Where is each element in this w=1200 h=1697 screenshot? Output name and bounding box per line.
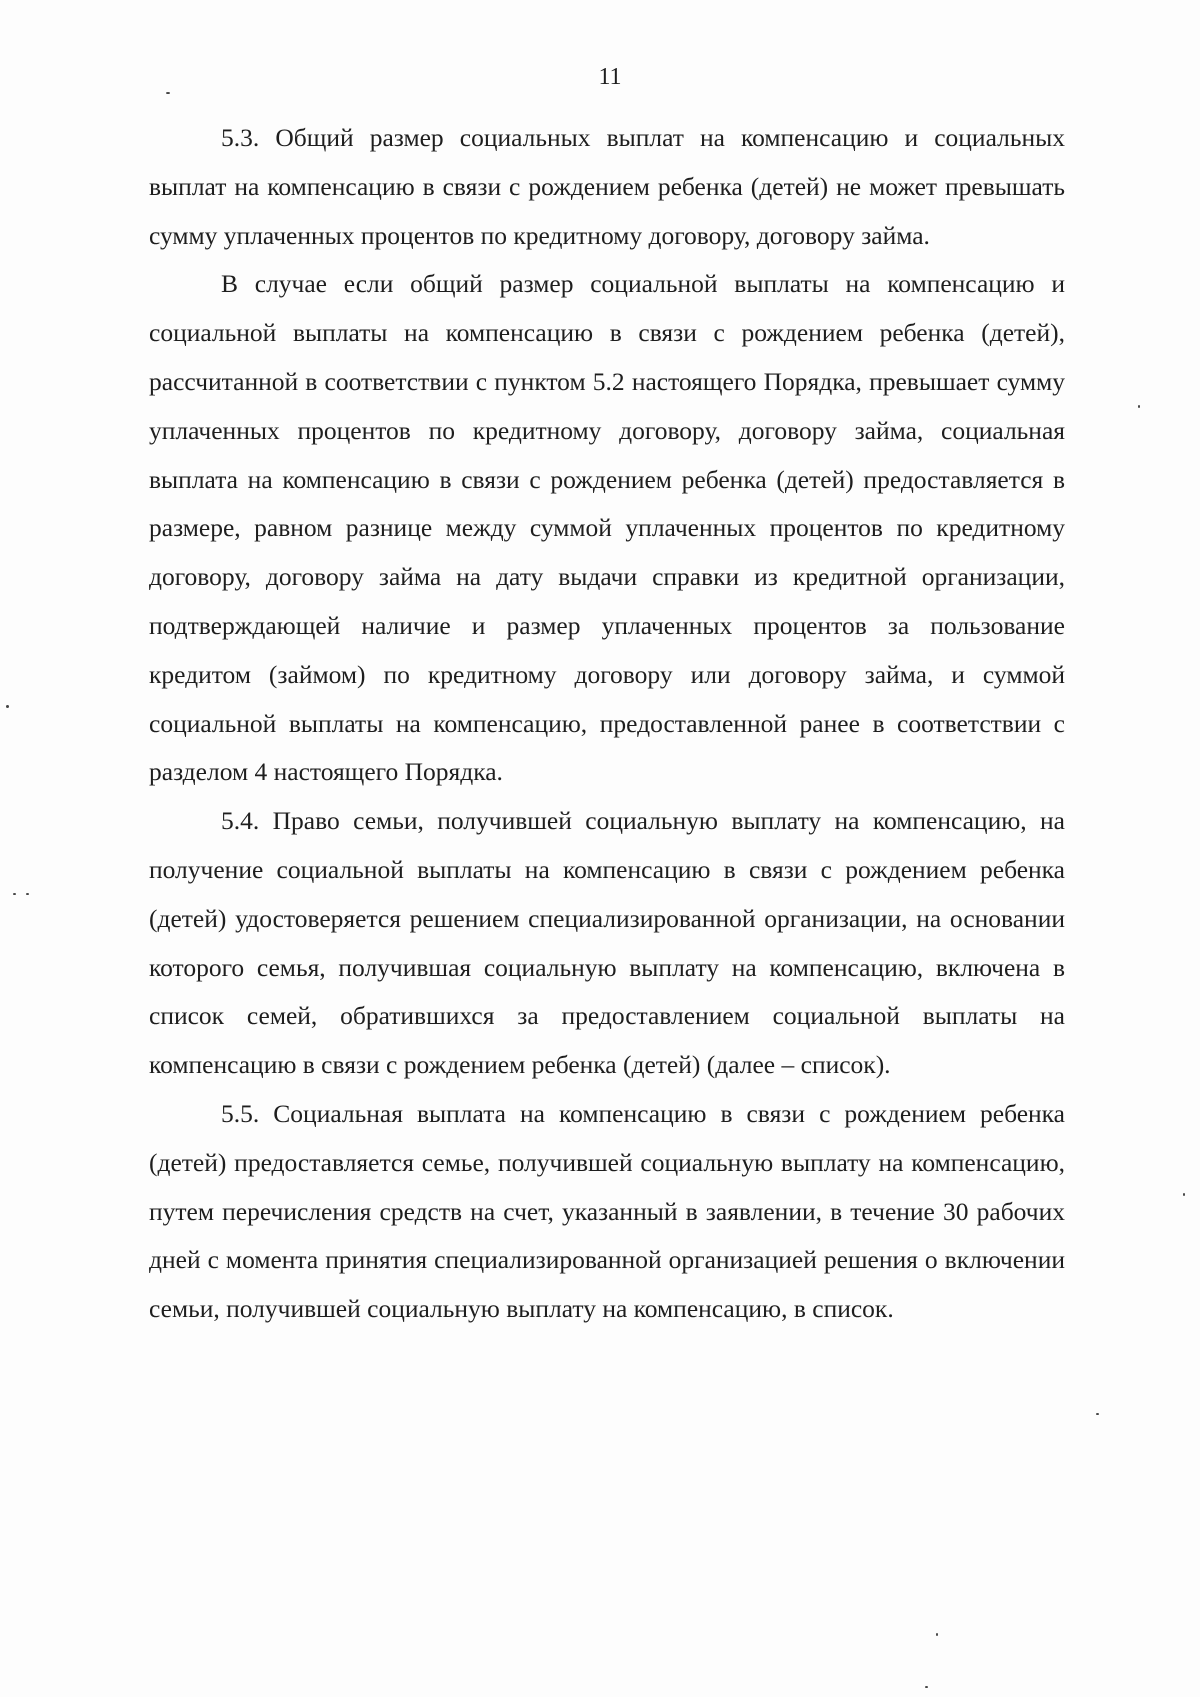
paragraph-5-3: 5.3. Общий размер социальных выплат на компенсацию и социальных выплат на компенсацию в связи с рождением ребенка (детей) не может превышать сумму уплаченных процентов по кредитному договору, договору займа. — [149, 123, 1065, 250]
paragraph-5-5: 5.5. Социальная выплата на компенсацию в связи с рождением ребенка (детей) предоставляется семье, получившей социальную выплату на компенсацию, путем перечисления средств на счет, указанный в заявлении, в течение 30 рабочих дней с момента принятия специализированной организацией решения о включении семьи, получившей социальную выплату на компенсацию, в список. — [149, 1098, 1065, 1324]
scan-speck — [166, 92, 170, 94]
paragraph-excess-case: В случае если общий размер социальной выплаты на компенсацию и социальной выплаты на компенсацию в связи с рождением ребенка (детей), рассчитанной в соответствии с пунктом 5.2 настоящего Порядка, превышает сумму уплаченных процентов по кредитному договору, договору займа, социальная выплата на компенсацию в связи с рождением ребенка (детей) предоставляется в размере, равном разнице между суммой уплаченных процентов по кредитному договору, договору займа на дату выдачи справки из кредитной организации, подтверждающей наличие и размер уплаченных процентов за пользование кредитом (займом) по кредитному договору или договору займа, и суммой социальной выплаты на компенсацию, предоставленной ранее в соответствии с разделом 4 настоящего Порядка. — [149, 269, 1065, 787]
scan-speck — [13, 893, 16, 895]
scan-speck — [1138, 405, 1140, 408]
document-body — [149, 114, 1065, 1334]
scan-speck — [925, 1686, 928, 1688]
paragraph-5-4: 5.4. Право семьи, получившей социальную выплату на компенсацию, на получение социальной выплаты на компенсацию в связи с рождением ребенка (детей) удостоверяется решением специализированной организации, на основании которого семья, получившая социальную выплату на компенсацию, включена в список семей, обратившихся за предоставлением социальной выплаты на компенсацию в связи с рождением ребенка (детей) (далее – список). — [149, 806, 1065, 1080]
scan-speck — [26, 893, 29, 895]
page-number: 11 — [598, 64, 622, 90]
scan-speck — [1096, 1413, 1099, 1415]
scan-speck — [936, 1633, 938, 1636]
scan-speck — [6, 705, 9, 708]
scan-speck — [1183, 1193, 1185, 1196]
